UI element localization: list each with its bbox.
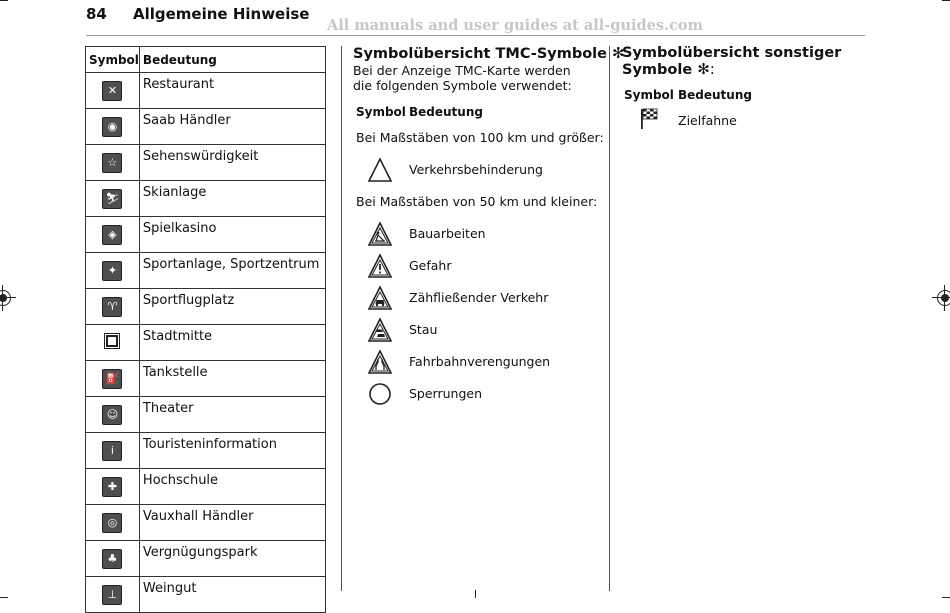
table-row [86, 469, 326, 505]
meaning-cell: Saab Händler [139, 109, 325, 145]
tmc-small-item-5-label: Sperrungen [409, 386, 483, 401]
crop-mark-top-left [0, 0, 8, 1]
meaning-cell: Stadtmitte [139, 325, 325, 361]
col-header-symbol: Symbol [86, 47, 140, 73]
symbol-cell [86, 541, 140, 577]
crop-mark-top-right [942, 0, 950, 1]
table-row [86, 253, 326, 289]
university-icon: ✚ [102, 477, 122, 497]
symbol-cell [86, 433, 140, 469]
symbol-cell [86, 253, 140, 289]
vauxhall-dealer-icon: ◎ [102, 513, 122, 533]
snowflake-icon: ✻ [612, 44, 625, 62]
ski-icon: ⛷ [102, 189, 122, 209]
city-center-icon [106, 335, 118, 347]
symbol-cell [86, 181, 140, 217]
road-closed-icon [367, 381, 393, 407]
meaning-cell: Tankstelle [139, 361, 325, 397]
meaning-cell: Theater [139, 397, 325, 433]
symbol-cell [86, 397, 140, 433]
other-item-0-label: Zielfahne [678, 113, 737, 128]
roadworks-icon [367, 221, 393, 247]
table-row [86, 361, 326, 397]
tmc-scale-small: Bei Maßstäben von 50 km und kleiner: [356, 194, 598, 209]
symbol-cell [86, 109, 140, 145]
meaning-cell: Vergnügungspark [139, 541, 325, 577]
header-rule [86, 35, 865, 36]
tmc-intro: Bei der Anzeige TMC-Karte werden die folgenden Symbole verwendet: [353, 63, 572, 93]
gas-station-icon: ⛽ [102, 369, 122, 389]
symbol-cell [86, 289, 140, 325]
meaning-cell: Restaurant [139, 73, 325, 109]
meaning-cell: Sportanlage, Sportzentrum [139, 253, 325, 289]
crop-mark-bottom-center [475, 590, 476, 598]
warning-triangle-icon [367, 157, 393, 183]
sightseeing-star-icon: ☆ [102, 153, 122, 173]
symbol-cell [86, 325, 140, 361]
meaning-cell: Vauxhall Händler [139, 505, 325, 541]
tmc-small-item-2-label: Zähfließender Verkehr [409, 290, 549, 305]
tmc-small-item-4-label: Fahrbahnverengungen [409, 354, 551, 369]
watermark: All manuals and user guides at all-guides.com [327, 17, 703, 34]
meaning-cell: Spielkasino [139, 217, 325, 253]
meaning-cell: Weingut [139, 577, 325, 613]
tmc-large-item-0-label: Verkehrsbehinderung [409, 162, 543, 177]
other-col-header-meaning: Bedeutung [678, 88, 752, 102]
meaning-cell: Touristeninformation [139, 433, 325, 469]
poi-symbol-table [85, 46, 326, 613]
page-title: Allgemeine Hinweise [133, 5, 310, 23]
symbol-cell [86, 73, 140, 109]
table-row [86, 505, 326, 541]
symbol-cell [86, 145, 140, 181]
sports-icon: ✦ [102, 261, 122, 281]
other-col-header-symbol: Symbol [624, 88, 674, 102]
airfield-icon: ♈ [102, 297, 122, 317]
table-row [86, 325, 326, 361]
tmc-small-item-0-label: Bauarbeiten [409, 226, 486, 241]
meaning-cell: Hochschule [139, 469, 325, 505]
table-row [86, 145, 326, 181]
table-row [86, 109, 326, 145]
snowflake-icon: ✻: [697, 60, 715, 78]
table-row [86, 73, 326, 109]
symbol-cell [86, 577, 140, 613]
slow-traffic-icon [367, 285, 393, 311]
page-number: 84 [86, 5, 107, 23]
registration-mark-right [934, 287, 950, 309]
table-row [86, 217, 326, 253]
tmc-small-item-1-label: Gefahr [409, 258, 452, 273]
table-row [86, 181, 326, 217]
symbol-cell [86, 217, 140, 253]
tmc-small-item-3-label: Stau [409, 322, 438, 337]
theater-icon: ☺ [102, 405, 122, 425]
symbol-cell [86, 505, 140, 541]
casino-icon: ◈ [102, 225, 122, 245]
info-icon: i [102, 441, 122, 461]
amusement-park-icon: ♣ [102, 549, 122, 569]
tmc-heading: Symbolübersicht TMC-Symbole ✻ [353, 44, 625, 62]
danger-icon [367, 253, 393, 279]
road-narrows-icon [367, 349, 393, 375]
other-heading: Symbolübersicht sonstiger Symbole ✻: [622, 45, 842, 78]
table-row [86, 289, 326, 325]
column-divider-2 [609, 46, 610, 591]
table-row [86, 397, 326, 433]
tmc-scale-large: Bei Maßstäben von 100 km und größer: [356, 130, 604, 145]
symbol-cell [86, 469, 140, 505]
meaning-cell: Sehenswürdigkeit [139, 145, 325, 181]
tmc-col-header-symbol: Symbol [356, 105, 406, 119]
table-row [86, 541, 326, 577]
registration-mark-left [0, 287, 14, 309]
checkered-flag-icon [640, 108, 658, 130]
tmc-col-header-meaning: Bedeutung [409, 105, 483, 119]
symbol-cell [86, 361, 140, 397]
col-header-meaning: Bedeutung [139, 47, 325, 73]
meaning-cell: Skianlage [139, 181, 325, 217]
traffic-jam-icon [367, 317, 393, 343]
column-divider-1 [341, 46, 342, 591]
saab-dealer-icon: ◉ [102, 117, 122, 137]
winery-icon: ⊥ [102, 585, 122, 605]
table-row [86, 433, 326, 469]
table-row [86, 577, 326, 613]
meaning-cell: Sportflugplatz [139, 289, 325, 325]
table-header-row [86, 47, 326, 73]
restaurant-icon: ✕ [102, 81, 122, 101]
